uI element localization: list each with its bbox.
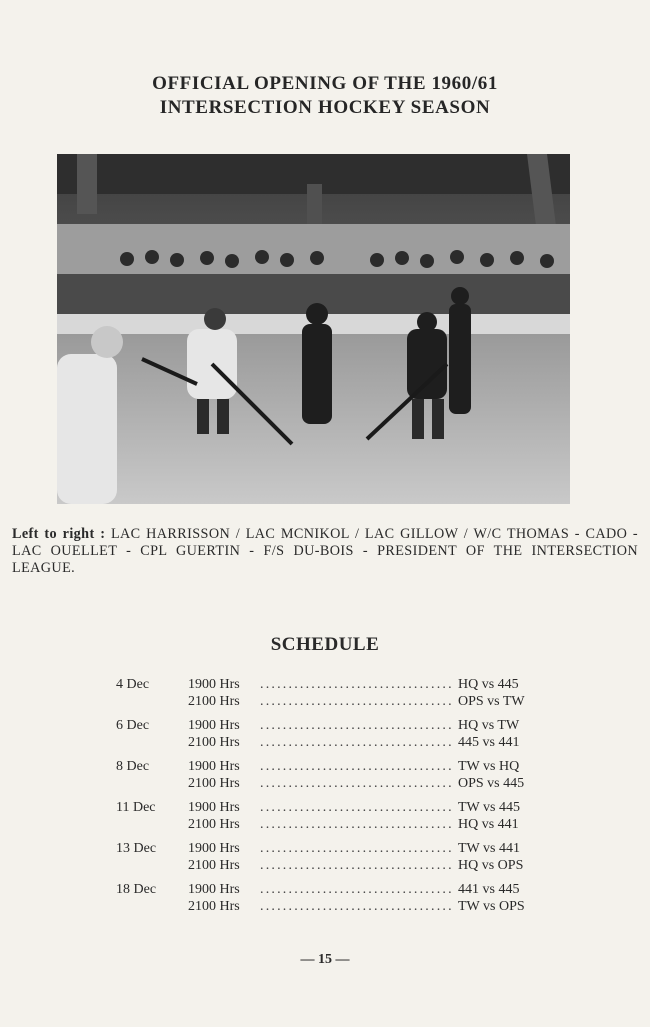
schedule-day xyxy=(108,676,558,710)
game-time: 1900 Hrs xyxy=(188,882,240,897)
photo-illustration xyxy=(57,154,570,504)
game-match: 445 vs 441 xyxy=(458,735,520,750)
dot-leader xyxy=(260,799,452,816)
game-match: HQ vs 441 xyxy=(458,817,519,832)
game-time: 2100 Hrs xyxy=(188,858,240,873)
schedule-table xyxy=(108,676,558,922)
game-time: 2100 Hrs xyxy=(188,817,240,832)
game-match: OPS vs TW xyxy=(458,694,525,709)
schedule-day xyxy=(108,799,558,833)
page-title xyxy=(0,72,650,120)
dot-leader xyxy=(260,717,452,734)
game-time: 1900 Hrs xyxy=(188,759,240,774)
game-date: 11 Dec xyxy=(116,800,156,815)
game-date: 13 Dec xyxy=(116,841,157,856)
game-time: 1900 Hrs xyxy=(188,718,240,733)
game-match: OPS vs 445 xyxy=(458,776,525,791)
dot-leader xyxy=(260,758,452,775)
game-match: TW vs 441 xyxy=(458,841,520,856)
schedule-row xyxy=(108,717,558,734)
game-date: 6 Dec xyxy=(116,718,150,733)
schedule-day xyxy=(108,881,558,915)
photo-caption xyxy=(12,526,638,577)
schedule-row xyxy=(108,816,558,833)
game-match: HQ vs OPS xyxy=(458,858,524,873)
schedule-row xyxy=(108,676,558,693)
schedule-title: SCHEDULE xyxy=(270,634,380,655)
game-time: 1900 Hrs xyxy=(188,677,240,692)
game-time: 1900 Hrs xyxy=(188,800,240,815)
schedule-day xyxy=(108,840,558,874)
game-match: TW vs HQ xyxy=(458,759,520,774)
schedule-row xyxy=(108,857,558,874)
game-match: HQ vs 445 xyxy=(458,677,519,692)
hockey-faceoff-photo xyxy=(57,154,570,504)
dot-leader xyxy=(260,881,452,898)
game-time: 2100 Hrs xyxy=(188,735,240,750)
dot-leader xyxy=(260,857,452,874)
title-line-1: OFFICIAL OPENING OF THE 1960/61 xyxy=(152,73,498,94)
schedule-row xyxy=(108,799,558,816)
game-time: 2100 Hrs xyxy=(188,899,240,914)
title-line-2: INTERSECTION HOCKEY SEASON xyxy=(159,97,491,118)
schedule-row xyxy=(108,734,558,751)
game-match: 441 vs 445 xyxy=(458,882,520,897)
caption-text: LAC HARRISSON / LAC MCNIKOL / LAC GILLOW / W/C THOMAS - CADO - LAC OUELLET - CPL GUERTIN - F/S DU-BOIS - PRESIDENT OF THE INTERSECTION LEAGUE. xyxy=(12,526,638,576)
dot-leader xyxy=(260,734,452,751)
dot-leader xyxy=(260,840,452,857)
game-match: TW vs OPS xyxy=(458,899,525,914)
game-time: 2100 Hrs xyxy=(188,776,240,791)
game-match: HQ vs TW xyxy=(458,718,520,733)
dot-leader xyxy=(260,676,452,693)
schedule-row xyxy=(108,898,558,915)
schedule-day xyxy=(108,758,558,792)
game-date: 18 Dec xyxy=(116,882,157,897)
schedule-row xyxy=(108,775,558,792)
schedule-row xyxy=(108,840,558,857)
game-date: 4 Dec xyxy=(116,677,150,692)
caption-lead: Left to right : xyxy=(12,526,106,542)
dot-leader xyxy=(260,816,452,833)
dot-leader xyxy=(260,775,452,792)
game-match: TW vs 445 xyxy=(458,800,520,815)
schedule-row xyxy=(108,881,558,898)
schedule-day xyxy=(108,717,558,751)
game-time: 2100 Hrs xyxy=(188,694,240,709)
schedule-row xyxy=(108,693,558,710)
dot-leader xyxy=(260,898,452,915)
dot-leader xyxy=(260,693,452,710)
game-time: 1900 Hrs xyxy=(188,841,240,856)
game-date: 8 Dec xyxy=(116,759,150,774)
schedule-row xyxy=(108,758,558,775)
page-number: — 15 — xyxy=(300,952,350,967)
